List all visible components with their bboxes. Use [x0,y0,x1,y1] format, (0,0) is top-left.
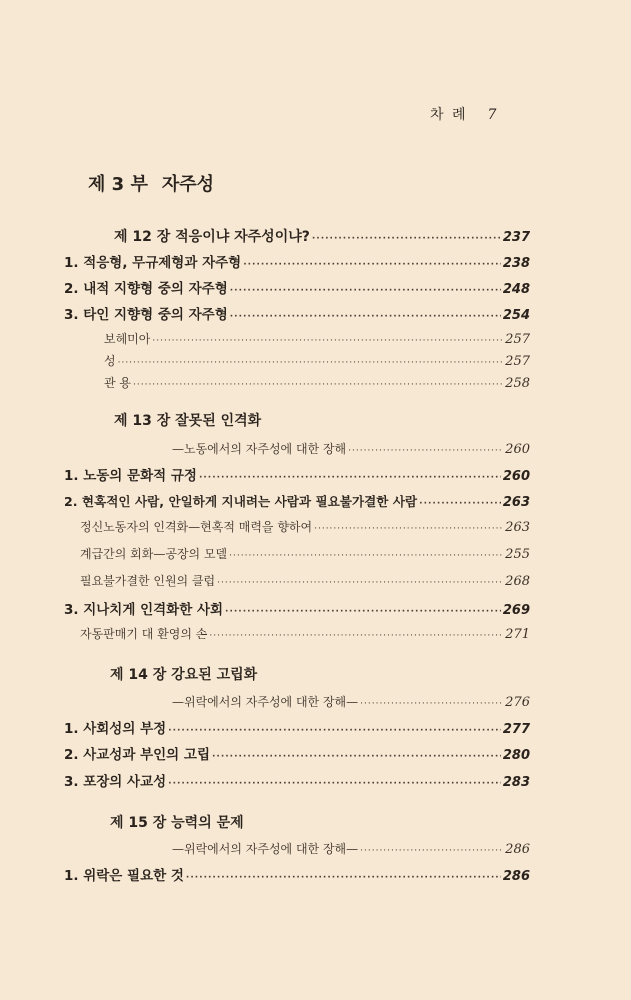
toc-chapter-14-subtitle[interactable]: —위락에서의 자주성에 대한 장해— ····· 276 [172,693,530,710]
toc-chapter-13-subtitle[interactable]: —노동에서의 자주성에 대한 장해 ····· 260 [172,440,530,457]
toc-subentry-13-b[interactable]: 계급간의 회화—공장의 모델 ····· 255 [80,545,530,562]
toc-entry-12-1[interactable]: 1. 적응형, 무규제형과 자주형 ····· 238 [64,251,530,271]
toc-chapter-13[interactable]: 제 13 장 잘못된 인격화 [114,413,262,429]
header-label: 차 례 [430,107,468,123]
toc-entry-15-1[interactable]: 1. 위락은 필요한 것 ····· 286 [64,864,530,884]
toc-entry-12-3[interactable]: 3. 타인 지향형 중의 자주형 ····· 254 [64,303,530,323]
toc-subentry-13-a[interactable]: 정신노동자의 인격화—현혹적 매력을 향하여 ····· 263 [80,518,530,535]
part-heading [88,170,214,196]
toc-subentry-bohemia[interactable]: 보헤미아 ····· 257 [104,330,530,347]
toc-subentry-13-c[interactable]: 필요불가결한 인원의 클럽 ····· 268 [80,572,530,589]
toc-subentry-tolerance[interactable]: 관 용 ····· 258 [104,374,530,391]
part-number: 제 3 부 [88,174,148,195]
toc-entry-13-3[interactable]: 3. 지나치게 인격화한 사회 ····· 269 [64,598,530,618]
toc-entry-12-2[interactable]: 2. 내적 지향형 중의 자주형 ····· 248 [64,277,530,297]
toc-chapter-14[interactable]: 제 14 장 강요된 고립화 [110,667,258,683]
toc-subentry-sex[interactable]: 성 ····· 257 [104,352,530,369]
toc-entry-14-3[interactable]: 3. 포장의 사교성 ····· 283 [64,770,530,790]
toc-chapter-12[interactable]: 제 12 장 적응이냐 자주성이냐? ····· 237 [114,226,530,246]
toc-chapter-15-subtitle[interactable]: —위락에서의 자주성에 대한 장해— ····· 286 [172,840,530,857]
toc-entry-14-2[interactable]: 2. 사교성과 부인의 고립 ····· 280 [64,743,530,763]
toc-subentry-13-d[interactable]: 자동판매기 대 환영의 손 ····· 271 [80,625,530,642]
header-page-number: 7 [487,107,499,123]
part-title: 자주성 [161,174,215,195]
toc-entry-14-1[interactable]: 1. 사회성의 부정 ····· 277 [64,717,530,737]
toc-entry-13-2[interactable]: 2. 현혹적인 사람, 안일하게 지내려는 사람과 필요불가결한 사람 ····· 263 [64,491,530,510]
running-header [430,104,498,124]
toc-chapter-15[interactable]: 제 15 장 능력의 문제 [110,815,244,831]
toc-entry-13-1[interactable]: 1. 노동의 문화적 규정 ····· 260 [64,464,530,484]
